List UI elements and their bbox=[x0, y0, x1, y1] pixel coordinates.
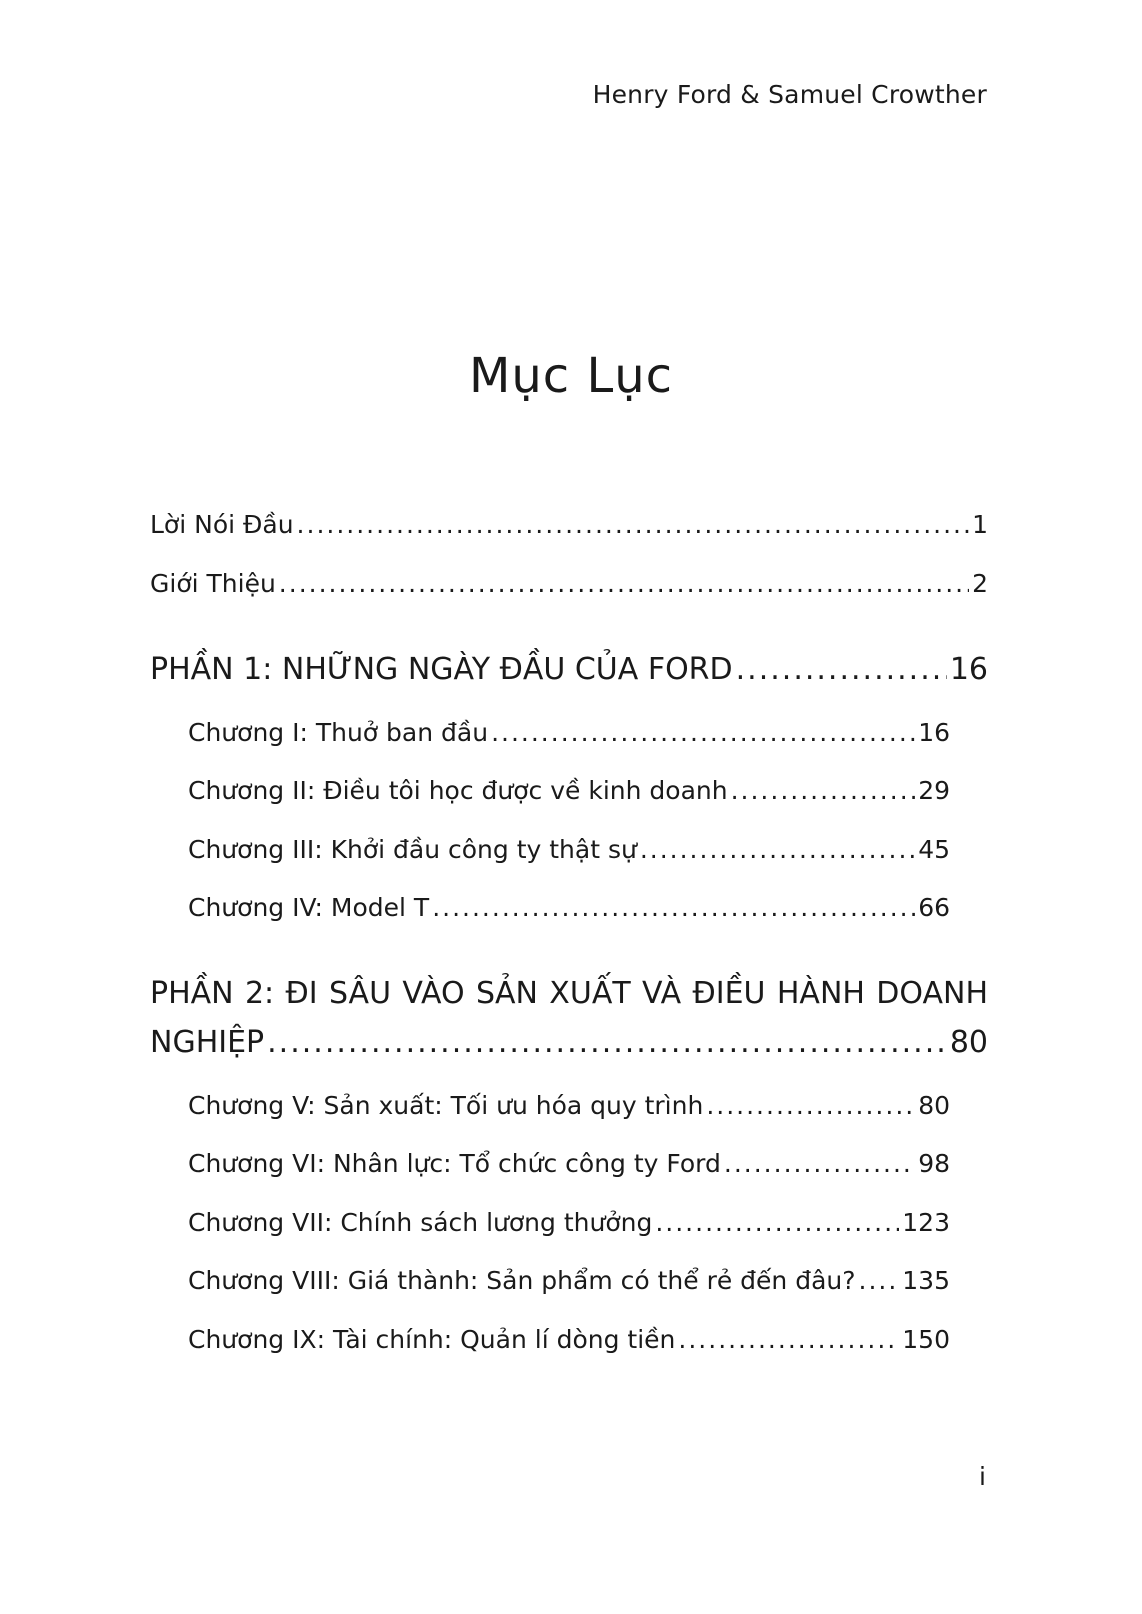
toc-part-2[interactable] bbox=[150, 1025, 988, 1060]
dot-leader bbox=[640, 835, 915, 864]
dot-leader bbox=[491, 718, 915, 747]
toc-chapter-4[interactable] bbox=[188, 893, 950, 922]
toc-chapter-title: Chương II: Điều tôi học được về kinh doanh bbox=[188, 776, 728, 805]
toc-part-2-title-line1[interactable]: PHẦN 2: ĐI SÂU VÀO SẢN XUẤT VÀ ĐIỀU HÀNH DOANH bbox=[150, 976, 988, 1011]
dot-leader bbox=[724, 1149, 915, 1178]
toc-entry-page: 2 bbox=[972, 569, 988, 598]
dot-leader bbox=[706, 1091, 915, 1120]
running-head: Henry Ford & Samuel Crowther bbox=[592, 80, 987, 109]
toc-part-title: PHẦN 1: NHỮNG NGÀY ĐẦU CỦA FORD bbox=[150, 652, 733, 687]
toc-chapter-3[interactable] bbox=[188, 835, 950, 864]
toc-entry-title: Giới Thiệu bbox=[150, 569, 276, 598]
toc-chapter-page: 16 bbox=[918, 718, 950, 747]
toc-chapter-page: 66 bbox=[918, 893, 950, 922]
toc-part-page: 16 bbox=[949, 652, 988, 687]
toc-title: Mục Lục bbox=[468, 348, 674, 404]
toc-entry-page: 1 bbox=[972, 510, 988, 539]
toc-chapter-7[interactable] bbox=[188, 1208, 950, 1237]
dot-leader bbox=[432, 893, 915, 922]
dot-leader bbox=[859, 1266, 900, 1295]
dot-leader bbox=[678, 1325, 899, 1354]
toc-chapter-page: 80 bbox=[918, 1091, 950, 1120]
dot-leader bbox=[655, 1208, 899, 1237]
toc-chapter-title: Chương I: Thuở ban đầu bbox=[188, 718, 489, 747]
toc-chapter-5[interactable] bbox=[188, 1091, 950, 1120]
toc-chapter-title: Chương III: Khởi đầu công ty thật sự bbox=[188, 835, 637, 864]
toc-part-page: 80 bbox=[949, 1025, 988, 1060]
toc-chapter-title: Chương VIII: Giá thành: Sản phẩm có thể rẻ đến đâu? bbox=[188, 1266, 856, 1295]
toc-chapter-page: 29 bbox=[918, 776, 950, 805]
toc-chapter-title: Chương V: Sản xuất: Tối ưu hóa quy trình bbox=[188, 1091, 704, 1120]
toc-chapter-title: Chương VI: Nhân lực: Tổ chức công ty Ford bbox=[188, 1149, 721, 1178]
toc-chapter-6[interactable] bbox=[188, 1149, 950, 1178]
toc-chapter-title: Chương VII: Chính sách lương thưởng bbox=[188, 1208, 653, 1237]
toc-chapter-page: 98 bbox=[918, 1149, 950, 1178]
toc-chapter-2[interactable] bbox=[188, 776, 950, 805]
toc-chapter-page: 45 bbox=[918, 835, 950, 864]
toc-chapter-title: Chương IX: Tài chính: Quản lí dòng tiền bbox=[188, 1325, 676, 1354]
toc-chapter-page: 123 bbox=[902, 1208, 950, 1237]
dot-leader bbox=[731, 776, 916, 805]
toc-entry-introduction[interactable] bbox=[150, 569, 988, 598]
toc-entry-foreword[interactable] bbox=[150, 510, 988, 539]
toc-part-title: NGHIỆP bbox=[150, 1025, 265, 1060]
toc-chapter-1[interactable] bbox=[188, 718, 950, 747]
dot-leader bbox=[297, 510, 970, 539]
page-number: i bbox=[979, 1462, 986, 1491]
toc-chapter-8[interactable] bbox=[188, 1266, 950, 1295]
toc-part-1[interactable] bbox=[150, 652, 988, 687]
toc-chapter-page: 150 bbox=[902, 1325, 950, 1354]
dot-leader bbox=[267, 1025, 947, 1060]
toc-entry-title: Lời Nói Đầu bbox=[150, 510, 294, 539]
dot-leader bbox=[736, 652, 947, 687]
dot-leader bbox=[279, 569, 969, 598]
toc-chapter-page: 135 bbox=[902, 1266, 950, 1295]
toc-chapter-title: Chương IV: Model T bbox=[188, 893, 430, 922]
toc-chapter-9[interactable] bbox=[188, 1325, 950, 1354]
